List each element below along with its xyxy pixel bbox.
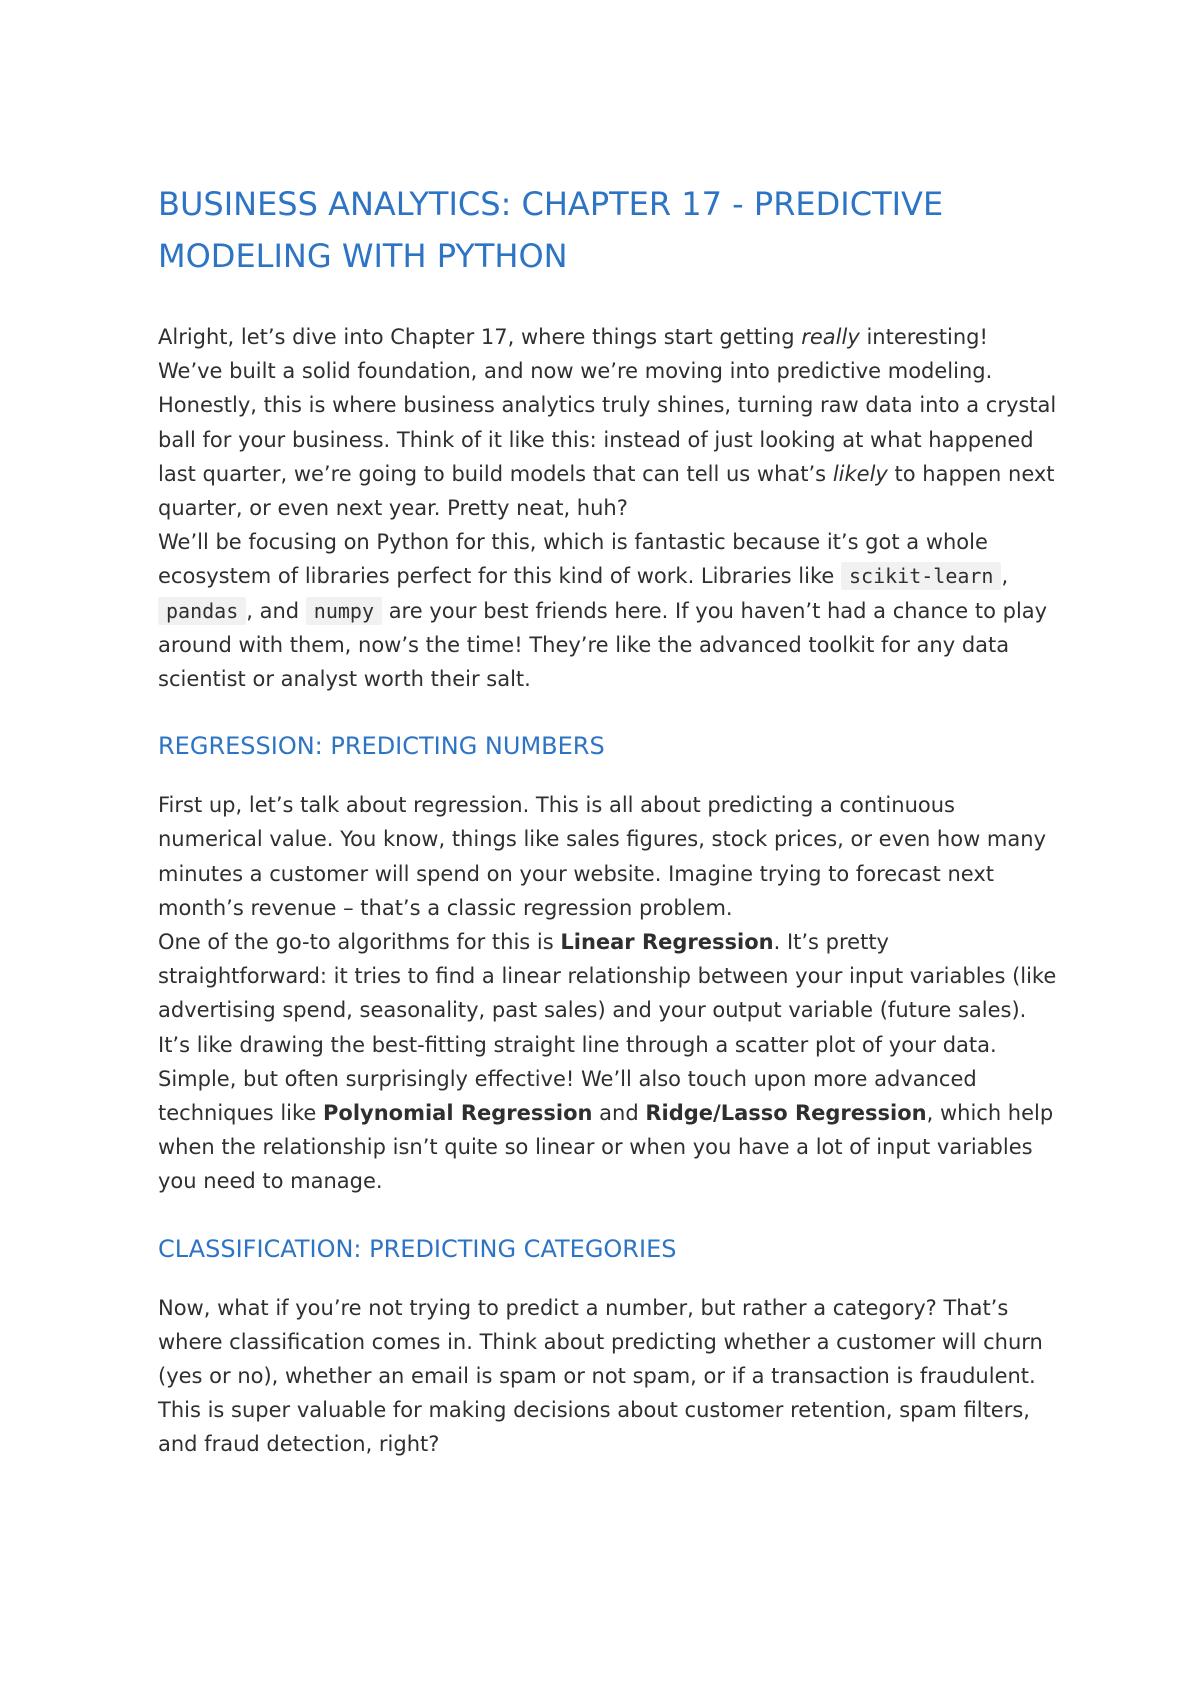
separator-text: , [1001,564,1009,589]
chapter-title: BUSINESS ANALYTICS: CHAPTER 17 - PREDICTIVE MODELING WITH PYTHON [158,185,944,275]
emphasis-likely: likely [832,461,888,486]
emphasis-really: really [801,325,860,349]
code-pandas: pandas [158,597,246,625]
regression-text: . It’s pretty straightforward: it tries to find a linear relationship between your input variables (like advertising spend, seasonality, past sales) and your output variable (future sales). It’s like drawing the best-fitting straight line through a scatter plot of your data. Simple, but often surprisingly effective! We’ll also touch upon more advanced techniques like [158,930,1057,1126]
term-polynomial-regression: Polynomial Regression [323,1101,593,1126]
term-linear-regression: Linear Regression [560,930,774,955]
intro-text: are your best friends here. If you haven’t had a chance to play around with them, now’s the time! They’re like the advanced toolkit for any data scientist or analyst worth their salt. [158,598,1048,692]
intro-text: We’ll be focusing on Python for this, which is fantastic because it’s got a whole ecosystem of libraries perfect for this kind of work. Libraries like [158,530,988,589]
document-page [158,178,1058,1462]
intro-paragraph-1 [158,320,1058,525]
term-ridge-lasso-regression: Ridge/Lasso Regression [645,1101,927,1126]
regression-text: , which help when the relationship isn’t quite so linear or when you have a lot of input variables you need to manage. [158,1101,1054,1194]
classification-heading: CLASSIFICATION: PREDICTING CATEGORIES [158,1234,677,1263]
regression-paragraph-1: First up, let’s talk about regression. This is all about predicting a continuous numerical value. You know, things like sales figures, stock prices, or even how many minutes a customer will spend on your website. Imagine trying to forecast next month’s revenue – that’s a classic regression problem. [158,793,1046,920]
regression-paragraph-2 [158,925,1058,1199]
classification-paragraph-1: Now, what if you’re not trying to predict a number, but rather a category? That’s where classification comes in. Think about predicting whether a customer will churn (yes or no), whether an email is spam or not spam, or if a transaction is fraudulent. This is super valuable for making decisions about customer retention, spam filters, and fraud detection, right? [158,1295,1043,1457]
regression-heading: REGRESSION: PREDICTING NUMBERS [158,732,605,761]
regression-text: and [592,1101,646,1126]
intro-text: interesting! We’ve built a solid foundation, and now we’re moving into predictive modeling. Honestly, this is where business analytics truly shines, turning raw data into a crystal ball for your business. Think of it like this: instead of just looking at what happened last quarter, we’re going to build models that can tell us what’s [158,325,1057,486]
code-scikit-learn: scikit-learn [841,562,1002,590]
intro-text: Alright, let’s dive into Chapter 17, where things start getting [158,325,802,349]
separator-text: , and [246,598,306,623]
code-numpy: numpy [306,597,382,625]
regression-text: One of the go-to algorithms for this is [158,930,561,955]
intro-text: to happen next quarter, or even next year. Pretty neat, huh? [158,461,1055,521]
intro-paragraph-2 [158,525,1058,696]
